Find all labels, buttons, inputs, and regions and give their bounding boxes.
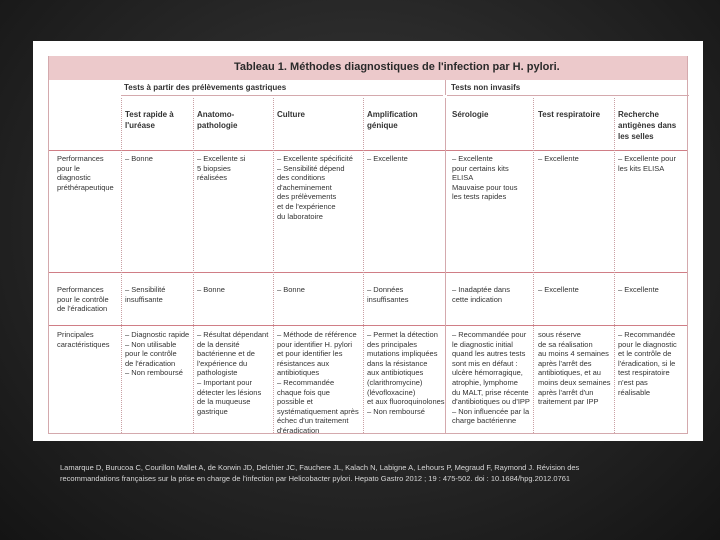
column-divider bbox=[121, 98, 122, 433]
column-divider bbox=[363, 98, 364, 433]
cell-eradication-anatomopathology: – Bonne bbox=[197, 285, 225, 294]
cell-pretherapeutic-amplification: – Excellente bbox=[367, 154, 408, 163]
column-divider bbox=[193, 98, 194, 433]
column-header-breath-test: Test respiratoire bbox=[538, 110, 601, 119]
column-divider bbox=[614, 98, 615, 433]
cell-characteristics-urease: – Diagnostic rapide – Non utilisable pour le contrôle de l'éradication – Non remboursé bbox=[125, 330, 190, 378]
row-label-pretherapeutic: Performances pour le diagnostic préthérapeutique bbox=[57, 154, 114, 192]
cell-pretherapeutic-culture: – Excellente spécificité – Sensibilité dépend des conditions d'acheminement des prélèvements et de l'expérience du laboratoire bbox=[277, 154, 353, 221]
cell-eradication-serology: – Inadaptée dans cette indication bbox=[452, 285, 510, 304]
cell-characteristics-anatomopathology: – Résultat dépendant de la densité bactérienne et de l'expérience du pathologiste – Important pour détecter les lésions de la muqueuse gastrique bbox=[197, 330, 269, 416]
cell-characteristics-amplification: – Permet la détection des principales mutations impliquées dans la résistance aux antibiotiques (clarithromycine) (lévofloxacine) et aux fluoroquinolones – Non remboursé bbox=[367, 330, 445, 416]
slide-card bbox=[33, 41, 703, 441]
column-header-gene-amplification: Amplification génique bbox=[367, 110, 418, 130]
cell-eradication-urease: – Sensibilité insuffisante bbox=[125, 285, 166, 304]
cell-characteristics-culture: – Méthode de référence pour identifier H. pylori et pour identifier les résistances aux antibiotiques – Recommandée chaque fois que possible et systématiquement après échec d'un traitement d'éradication bbox=[277, 330, 359, 435]
cell-characteristics-stool: – Recommandée pour le diagnostic et le contrôle de l'éradication, si le test respiratoire n'est pas réalisable bbox=[618, 330, 677, 397]
cell-pretherapeutic-urease: – Bonne bbox=[125, 154, 153, 163]
row-divider bbox=[49, 272, 687, 273]
cell-characteristics-breath: sous réserve de sa réalisation au moins 4 semaines après l'arrêt des antibiotiques, et au moins deux semaines après l'arrêt d'un traitement par IPP bbox=[538, 330, 611, 407]
column-header-stool-antigen: Recherche antigènes dans les selles bbox=[618, 110, 677, 141]
group-label-noninvasive: Tests non invasifs bbox=[451, 83, 521, 92]
cell-pretherapeutic-serology: – Excellente pour certains kits ELISA Mauvaise pour tous les tests rapides bbox=[452, 154, 518, 202]
cell-eradication-culture: – Bonne bbox=[277, 285, 305, 294]
cell-characteristics-serology: – Recommandée pour le diagnostic initial quand les autres tests sont mis en défaut : ulcère hémorragique, atrophie, lymphome du MALT, prise récente d'antibiotiques ou d'IPP – Non influencée par la charge bactérienne bbox=[452, 330, 530, 426]
group-underline-noninvasive bbox=[447, 95, 689, 96]
column-header-urease: Test rapide à l'uréase bbox=[125, 110, 174, 130]
column-divider bbox=[273, 98, 274, 433]
cell-eradication-stool: – Excellente bbox=[618, 285, 659, 294]
citation-line: Lamarque D, Burucoa C, Courillon Mallet A, de Korwin JD, Delchier JC, Fauchere JL, Kalach N, Labigne A, Lehours P, Megraud F, Raymond J. Révision des bbox=[60, 463, 580, 472]
group-separator bbox=[445, 80, 446, 95]
group-label-invasive: Tests à partir des prélèvements gastriques bbox=[124, 83, 287, 92]
diagnostic-methods-table bbox=[48, 80, 688, 434]
table-title-bar bbox=[48, 56, 688, 80]
cell-pretherapeutic-breath: – Excellente bbox=[538, 154, 579, 163]
row-label-eradication-control: Performances pour le contrôle de l'éradication bbox=[57, 285, 109, 314]
column-header-culture: Culture bbox=[277, 110, 305, 119]
table-title: Tableau 1. Méthodes diagnostiques de l'infection par H. pylori. bbox=[234, 61, 560, 73]
cell-eradication-breath: – Excellente bbox=[538, 285, 579, 294]
group-underline-invasive bbox=[121, 95, 443, 96]
column-divider bbox=[445, 98, 446, 433]
row-label-characteristics: Principales caractéristiques bbox=[57, 330, 110, 349]
cell-pretherapeutic-anatomopathology: – Excellente si 5 biopsies réalisées bbox=[197, 154, 246, 183]
column-header-serology: Sérologie bbox=[452, 110, 489, 119]
citation bbox=[60, 462, 680, 484]
cell-pretherapeutic-stool: – Excellente pour les kits ELISA bbox=[618, 154, 676, 173]
row-divider bbox=[49, 150, 687, 151]
row-divider bbox=[49, 325, 687, 326]
column-divider bbox=[533, 98, 534, 433]
citation-line: recommandations françaises sur la prise en charge de l'infection par Helicobacter pylori. Hepato Gastro 2012 ; 19 : 475-502. doi : 10.1684/hpg.2012.0761 bbox=[60, 474, 571, 483]
cell-eradication-amplification: – Données insuffisantes bbox=[367, 285, 409, 304]
column-header-anatomopathology: Anatomo- pathologie bbox=[197, 110, 238, 130]
